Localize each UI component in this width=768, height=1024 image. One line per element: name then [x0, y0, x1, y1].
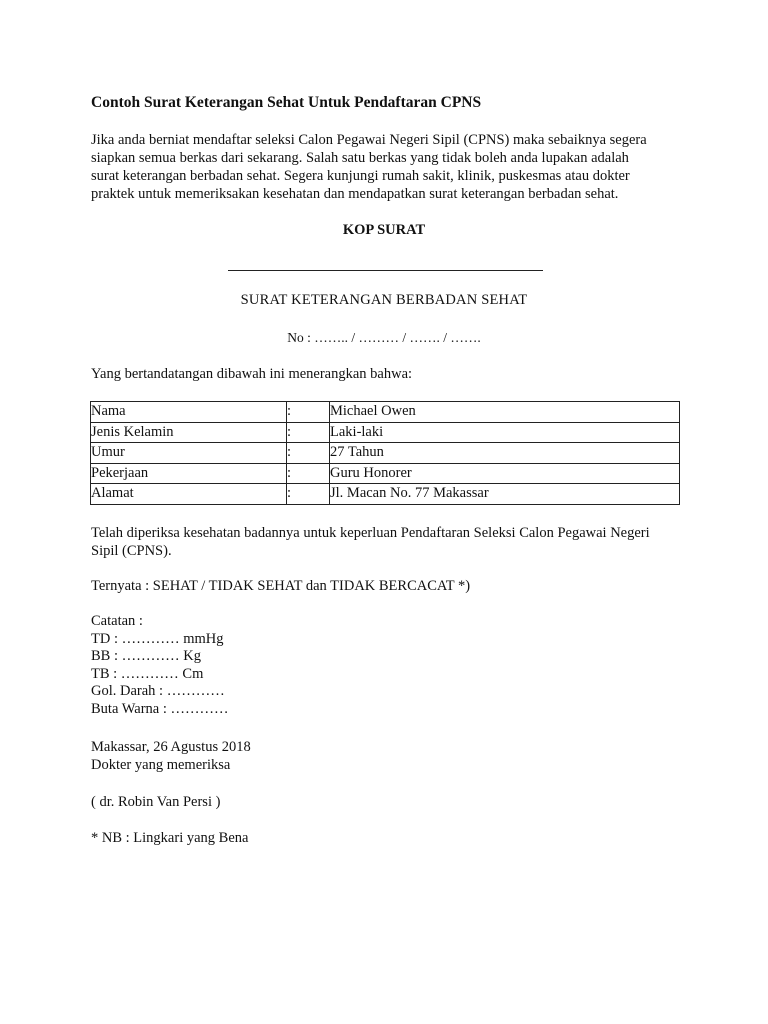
intro-line: praktek untuk memeriksakan kesehatan dan mendapatkan surat keterangan berbadan sehat. — [91, 186, 619, 202]
notes-heading: Catatan : — [91, 613, 143, 629]
field-separator: : — [287, 443, 330, 464]
note-blood-type: Gol. Darah : ………… — [91, 683, 225, 699]
intro-line: siapkan semua berkas dari sekarang. Salah satu berkas yang tidak boleh anda lupakan adalah — [91, 150, 629, 166]
note-color-blindness: Buta Warna : ………… — [91, 700, 229, 717]
field-separator: : — [287, 463, 330, 484]
field-separator: : — [287, 402, 330, 423]
letterhead-divider — [228, 270, 543, 271]
table-row — [91, 463, 680, 484]
letter-heading: SURAT KETERANGAN BERBADAN SEHAT — [240, 292, 528, 308]
field-value: Jl. Macan No. 77 Makassar — [330, 484, 680, 505]
intro-line: surat keterangan berbadan sehat. Segera kunjungi rumah sakit, klinik, puskesmas atau dokter — [91, 168, 630, 184]
field-label: Jenis Kelamin — [91, 422, 287, 443]
medical-notes — [91, 613, 229, 718]
exam-statement — [91, 524, 650, 560]
field-label: Pekerjaan — [91, 463, 287, 484]
field-value: Michael Owen — [330, 402, 680, 423]
field-label: Umur — [91, 443, 287, 464]
field-separator: : — [287, 422, 330, 443]
field-value: Guru Honorer — [330, 463, 680, 484]
footnote: * NB : Lingkari yang Bena — [91, 830, 249, 846]
place-date: Makassar, 26 Agustus 2018 — [91, 739, 251, 755]
letter-lead-text: Yang bertandatangan dibawah ini menerangkan bahwa: — [91, 366, 413, 382]
exam-line: Sipil (CPNS). — [91, 543, 172, 559]
doctor-name: ( dr. Robin Van Persi ) — [91, 794, 221, 810]
exam-result: Ternyata : SEHAT / TIDAK SEHAT dan TIDAK BERCACAT *) — [91, 578, 471, 594]
doctor-title: Dokter yang memeriksa — [91, 757, 231, 773]
intro-paragraph — [91, 131, 691, 203]
letterhead-placeholder: KOP SURAT — [342, 222, 426, 238]
table-row — [91, 422, 680, 443]
note-blood-pressure: TD : ………… mmHg — [91, 630, 224, 647]
letter-number: No : …….. / ……… / ……. / ……. — [287, 330, 481, 345]
exam-line: Telah diperiksa kesehatan badannya untuk keperluan Pendaftaran Seleksi Calon Pegawai Negeri — [91, 525, 650, 541]
field-value: Laki-laki — [330, 422, 680, 443]
table-row — [91, 484, 680, 505]
note-weight: BB : ………… Kg — [91, 648, 201, 664]
table-row — [91, 443, 680, 464]
field-value: 27 Tahun — [330, 443, 680, 464]
intro-line: Jika anda berniat mendaftar seleksi Calon Pegawai Negeri Sipil (CPNS) maka sebaiknya segera — [91, 132, 647, 148]
patient-info-table — [90, 401, 680, 505]
field-label: Alamat — [91, 484, 287, 505]
field-label: Nama — [91, 402, 287, 423]
note-height: TB : ………… Cm — [91, 665, 204, 682]
field-separator: : — [287, 484, 330, 505]
table-row — [91, 402, 680, 423]
document-title: Contoh Surat Keterangan Sehat Untuk Pendaftaran CPNS — [91, 94, 482, 111]
